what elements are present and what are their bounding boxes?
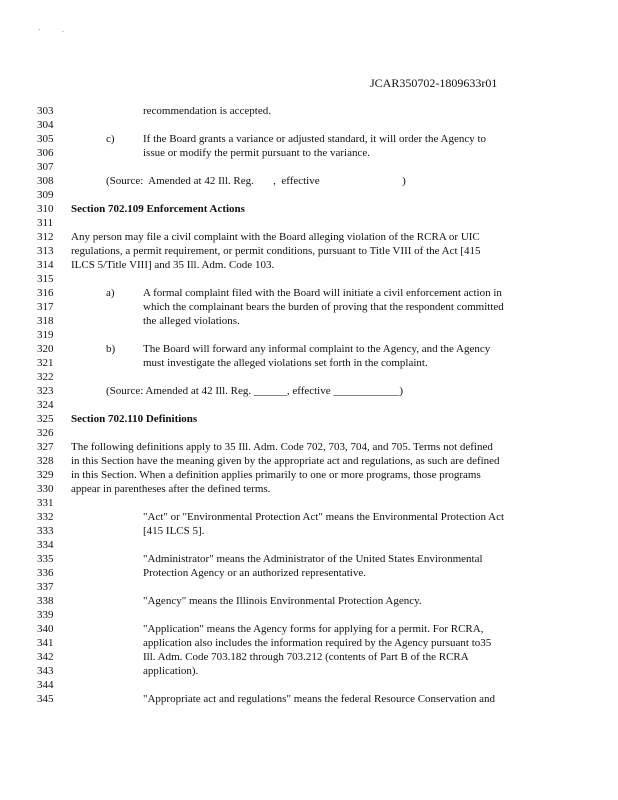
line-text: A formal complaint filed with the Board will initiate a civil enforcement action in bbox=[143, 287, 502, 299]
line-text: appear in parentheses after the defined terms. bbox=[71, 483, 271, 495]
line-number: 315 bbox=[37, 273, 54, 285]
line-number: 314 bbox=[37, 259, 54, 271]
line-number: 309 bbox=[37, 189, 54, 201]
line-text: Any person may file a civil complaint with the Board alleging violation of the RCRA or UIC bbox=[71, 231, 480, 243]
line-number: 341 bbox=[37, 637, 54, 649]
line-number: 324 bbox=[37, 399, 54, 411]
item-label: c) bbox=[106, 133, 115, 145]
definition-text: application). bbox=[143, 665, 199, 677]
definition-text: Ill. Adm. Code 703.182 through 703.212 (contents of Part B of the RCRA bbox=[143, 651, 469, 663]
line-text: recommendation is accepted. bbox=[143, 105, 271, 117]
line-number: 323 bbox=[37, 385, 54, 397]
line-number: 317 bbox=[37, 301, 54, 313]
line-number: 321 bbox=[37, 357, 54, 369]
source-note: (Source: Amended at 42 Ill. Reg. ______, effective ____________) bbox=[106, 385, 404, 397]
line-text: which the complainant bears the burden of proving that the respondent committed bbox=[143, 301, 504, 313]
line-number: 339 bbox=[37, 609, 54, 621]
definition-text: "Administrator" means the Administrator of the United States Environmental bbox=[143, 553, 483, 565]
line-number: 334 bbox=[37, 539, 54, 551]
line-text: issue or modify the permit pursuant to the variance. bbox=[143, 147, 370, 159]
line-number: 343 bbox=[37, 665, 54, 677]
line-number: 342 bbox=[37, 651, 54, 663]
section-heading: Section 702.110 Definitions bbox=[71, 413, 198, 425]
definition-text: "Appropriate act and regulations" means the federal Resource Conservation and bbox=[143, 693, 495, 705]
line-number: 328 bbox=[37, 455, 54, 467]
line-number: 310 bbox=[37, 203, 54, 215]
definition-text: application also includes the information required by the Agency pursuant to35 bbox=[143, 637, 492, 649]
definition-text: "Agency" means the Illinois Environmental Protection Agency. bbox=[143, 595, 422, 607]
line-number: 344 bbox=[37, 679, 54, 691]
line-text: in this Section have the meaning given by the appropriate act and regulations, as such are defined bbox=[71, 455, 500, 467]
line-number: 311 bbox=[37, 217, 54, 229]
line-number: 338 bbox=[37, 595, 54, 607]
line-text: regulations, a permit requirement, or permit conditions, pursuant to Title VIII of the Act [415 bbox=[71, 245, 481, 257]
line-number: 330 bbox=[37, 483, 54, 495]
line-text: in this Section. When a definition applies primarily to one or more programs, those programs bbox=[71, 469, 481, 481]
line-number: 322 bbox=[37, 371, 54, 383]
line-text: must investigate the alleged violations set forth in the complaint. bbox=[143, 357, 428, 369]
source-note: (Source: Amended at 42 Ill. Reg. , effective ) bbox=[106, 175, 406, 187]
line-number: 316 bbox=[37, 287, 54, 299]
line-number: 332 bbox=[37, 511, 54, 523]
line-number: 313 bbox=[37, 245, 54, 257]
section-heading: Section 702.109 Enforcement Actions bbox=[71, 203, 245, 215]
line-number: 312 bbox=[37, 231, 54, 243]
line-number: 305 bbox=[37, 133, 54, 145]
definition-text: "Act" or "Environmental Protection Act" means the Environmental Protection Act bbox=[143, 511, 505, 523]
line-text: The following definitions apply to 35 Ill. Adm. Code 702, 703, 704, and 705. Terms not defined bbox=[71, 441, 493, 453]
line-number: 340 bbox=[37, 623, 54, 635]
line-number: 303 bbox=[37, 105, 54, 117]
line-number: 306 bbox=[37, 147, 54, 159]
line-number: 307 bbox=[37, 161, 54, 173]
definition-text: [415 ILCS 5]. bbox=[143, 525, 205, 537]
line-number: 304 bbox=[37, 119, 54, 131]
line-number: 325 bbox=[37, 413, 54, 425]
line-number: 319 bbox=[37, 329, 54, 341]
document-id-header: JCAR350702-1809633r01 bbox=[370, 76, 498, 90]
line-number: 331 bbox=[37, 497, 54, 509]
line-text: The Board will forward any informal complaint to the Agency, and the Agency bbox=[143, 343, 491, 355]
line-number: 326 bbox=[37, 427, 54, 439]
line-number: 336 bbox=[37, 567, 54, 579]
line-number: 337 bbox=[37, 581, 54, 593]
line-text: the alleged violations. bbox=[143, 315, 240, 327]
line-number: 335 bbox=[37, 553, 54, 565]
item-label: b) bbox=[106, 343, 116, 355]
line-number: 320 bbox=[37, 343, 54, 355]
line-number: 327 bbox=[37, 441, 54, 453]
line-number: 329 bbox=[37, 469, 54, 481]
line-text: ILCS 5/Title VIII] and 35 Ill. Adm. Code 103. bbox=[71, 259, 275, 271]
line-number: 333 bbox=[37, 525, 54, 537]
item-label: a) bbox=[106, 287, 115, 299]
definition-text: Protection Agency or an authorized representative. bbox=[143, 567, 366, 579]
line-number: 345 bbox=[37, 693, 54, 705]
line-text: If the Board grants a variance or adjusted standard, it will order the Agency to bbox=[143, 133, 487, 145]
definition-text: "Application" means the Agency forms for applying for a permit. For RCRA, bbox=[143, 623, 484, 635]
line-number: 318 bbox=[37, 315, 54, 327]
corner-mark: · . bbox=[38, 26, 74, 34]
line-number: 308 bbox=[37, 175, 54, 187]
